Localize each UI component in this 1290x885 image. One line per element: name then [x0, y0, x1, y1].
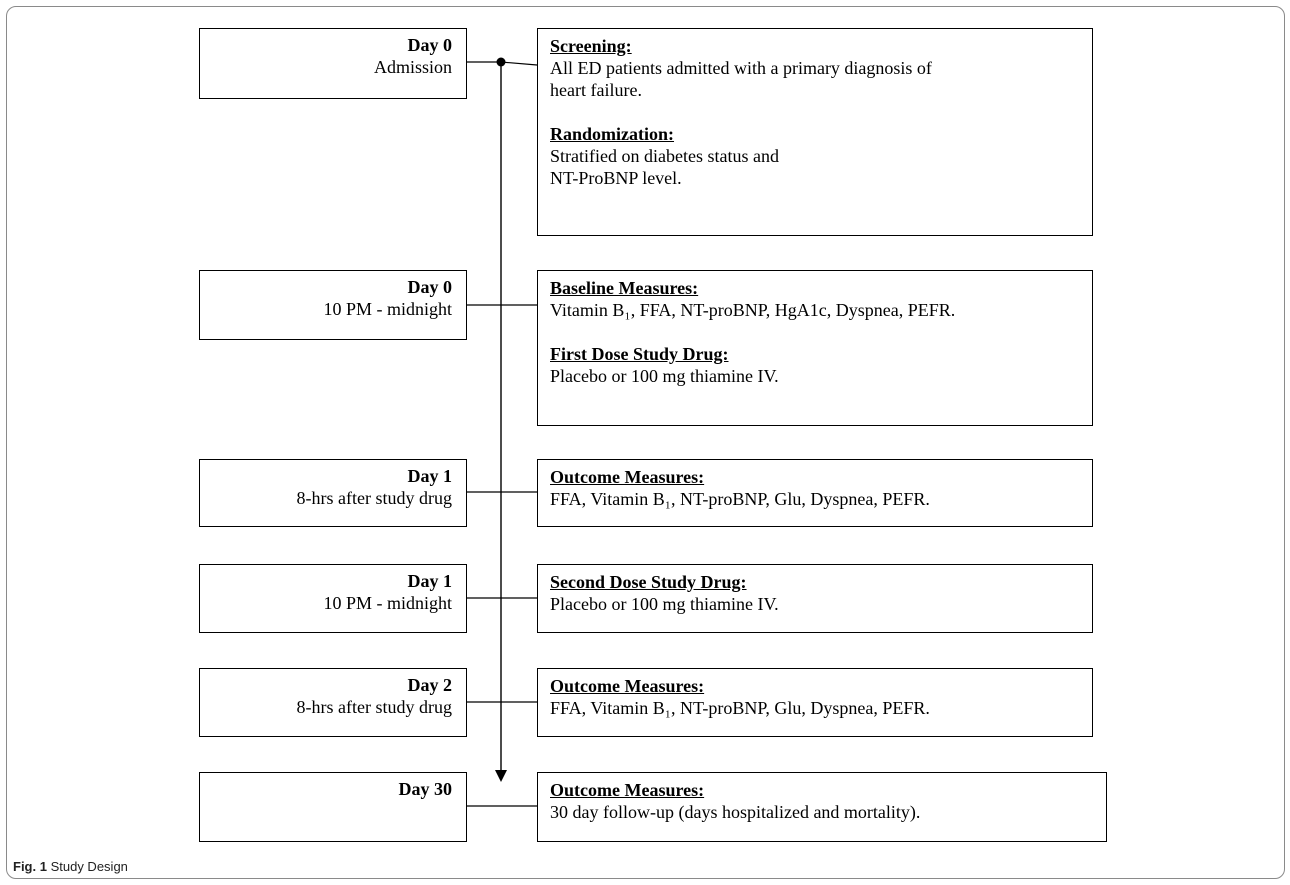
day-label: Day 1 — [407, 466, 452, 486]
section-text: FFA, Vitamin B₁, NT-proBNP, Glu, Dyspnea, PEFR. — [550, 698, 930, 718]
section-heading: Outcome Measures: — [550, 780, 705, 800]
day-sublabel: 10 PM - midnight — [323, 593, 452, 613]
section-text: FFA, Vitamin B₁, NT-proBNP, Glu, Dyspnea, PEFR. — [550, 489, 930, 509]
section-text: Stratified on diabetes status and — [550, 146, 779, 166]
day-box-second-dose — [199, 564, 467, 633]
caption-text: Study Design — [50, 859, 128, 874]
section-text: NT-ProBNP level. — [550, 168, 682, 188]
section-heading: Baseline Measures: — [550, 278, 699, 298]
day-label: Day 0 — [407, 277, 452, 297]
day-sublabel: 8-hrs after study drug — [296, 697, 452, 717]
section-text: heart failure. — [550, 80, 642, 100]
section-text: Vitamin B₁, FFA, NT-proBNP, HgA1c, Dyspnea, PEFR. — [550, 300, 956, 320]
section-heading: Randomization: — [550, 124, 675, 144]
day-sublabel: 8-hrs after study drug — [296, 488, 452, 508]
section-text: Placebo or 100 mg thiamine IV. — [550, 366, 779, 386]
section-heading: Screening: — [550, 36, 632, 56]
caption-label: Fig. 1 — [13, 859, 47, 874]
day-label: Day 1 — [407, 571, 452, 591]
day-label: Day 0 — [407, 35, 452, 55]
section-heading: Outcome Measures: — [550, 676, 705, 696]
day-label: Day 2 — [407, 675, 452, 695]
info-box-second-dose — [537, 564, 1093, 633]
day-sublabel: 10 PM - midnight — [323, 299, 452, 319]
info-box-baseline — [537, 270, 1093, 426]
connector-right-1 — [501, 62, 537, 65]
section-heading: First Dose Study Drug: — [550, 344, 729, 364]
section-heading: Second Dose Study Drug: — [550, 572, 747, 592]
day-sublabel: Admission — [373, 57, 452, 77]
info-box-screening — [537, 28, 1093, 236]
day-box-baseline — [199, 270, 467, 340]
day-box-admission — [199, 28, 467, 99]
day-box-day30 — [199, 772, 467, 842]
info-box-day2-outcome — [537, 668, 1093, 737]
figure-caption — [13, 859, 128, 874]
section-heading: Outcome Measures: — [550, 467, 705, 487]
info-box-day30-outcome — [537, 772, 1107, 842]
section-text: All ED patients admitted with a primary diagnosis of — [550, 58, 932, 78]
info-box-day1-outcome — [537, 459, 1093, 527]
section-text: 30 day follow-up (days hospitalized and mortality). — [550, 802, 921, 822]
day-box-day2-outcome — [199, 668, 467, 737]
timeline-arrowhead — [495, 770, 507, 782]
day-box-day1-outcome — [199, 459, 467, 527]
day-label: Day 30 — [398, 779, 452, 799]
section-text: Placebo or 100 mg thiamine IV. — [550, 594, 779, 614]
